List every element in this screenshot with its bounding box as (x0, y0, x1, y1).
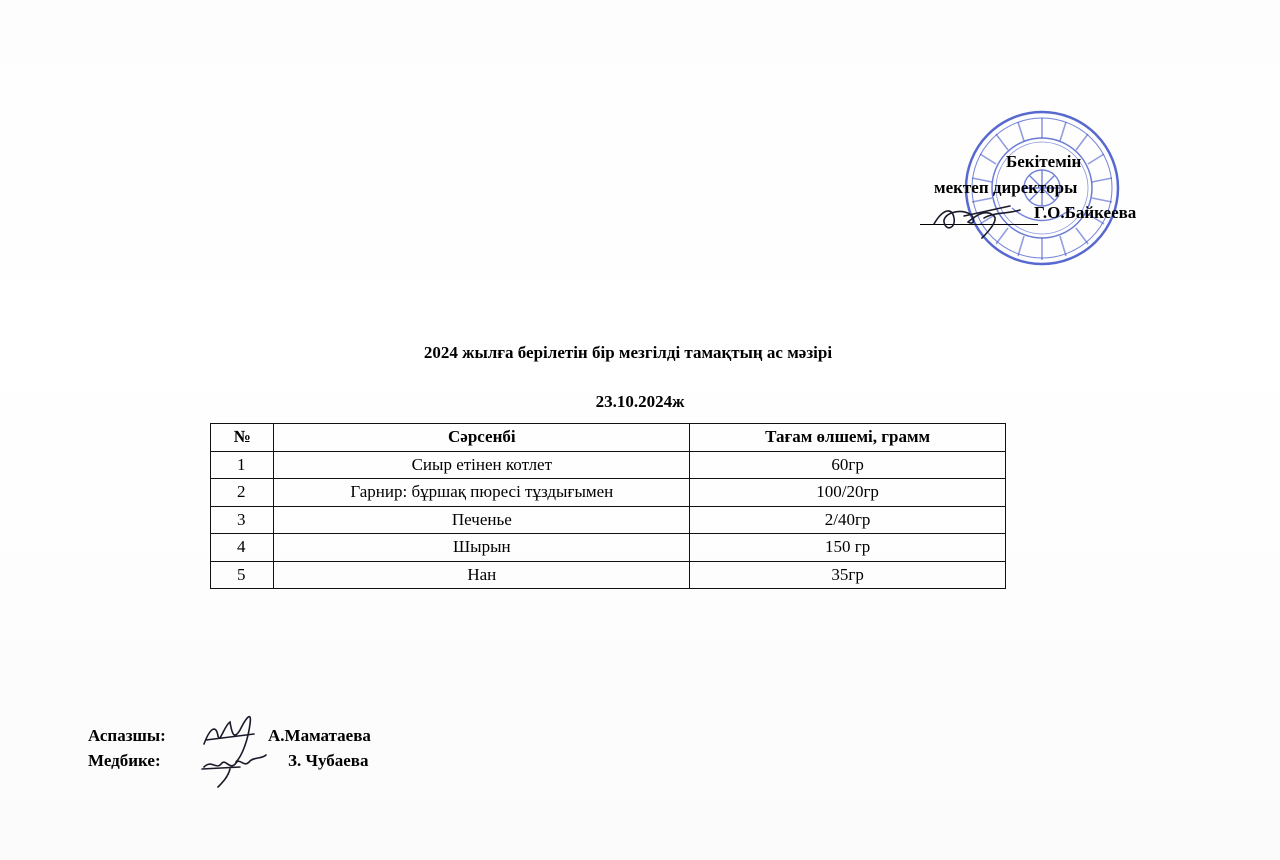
header-number: № (211, 424, 274, 452)
menu-date: 23.10.2024ж (595, 392, 685, 411)
header-dish: Сәрсенбі (274, 424, 690, 452)
row-dish: Печенье (274, 506, 690, 534)
row-portion-size: 2/40гр (690, 506, 1006, 534)
row-portion-size: 60гр (690, 451, 1006, 479)
row-number: 4 (211, 534, 274, 562)
table-row (211, 561, 1006, 589)
cook-label: Аспазшы: (88, 726, 166, 745)
row-number: 3 (211, 506, 274, 534)
nurse-name: З. Чубаева (288, 751, 369, 770)
table-row (211, 479, 1006, 507)
row-portion-size: 100/20гр (690, 479, 1006, 507)
table-row (211, 534, 1006, 562)
approval-title: Бекітемін (1006, 152, 1082, 171)
nurse-label: Медбике: (88, 751, 161, 770)
table-header-row (211, 424, 1006, 452)
approval-block (900, 100, 1180, 280)
row-dish: Гарнир: бұршақ пюресі тұздығымен (274, 479, 690, 507)
row-number: 1 (211, 451, 274, 479)
table-row (211, 451, 1006, 479)
row-number: 2 (211, 479, 274, 507)
row-portion-size: 150 гр (690, 534, 1006, 562)
table-row (211, 506, 1006, 534)
cook-name: А.Маматаева (268, 726, 371, 745)
row-dish: Нан (274, 561, 690, 589)
row-dish: Сиыр етінен котлет (274, 451, 690, 479)
approval-name: Г.О.Байкеева (1034, 203, 1137, 222)
approval-role: мектеп директоры (934, 178, 1078, 197)
row-number: 5 (211, 561, 274, 589)
director-signature (924, 192, 1034, 242)
nurse-signature (200, 749, 270, 789)
header-portion-size: Тағам өлшемі, грамм (690, 424, 1006, 452)
menu-table (210, 423, 1006, 589)
menu-title: 2024 жылға берілетін бір мезгілді тамақтың ас мәзірі (423, 343, 833, 362)
row-portion-size: 35гр (690, 561, 1006, 589)
row-dish: Шырын (274, 534, 690, 562)
